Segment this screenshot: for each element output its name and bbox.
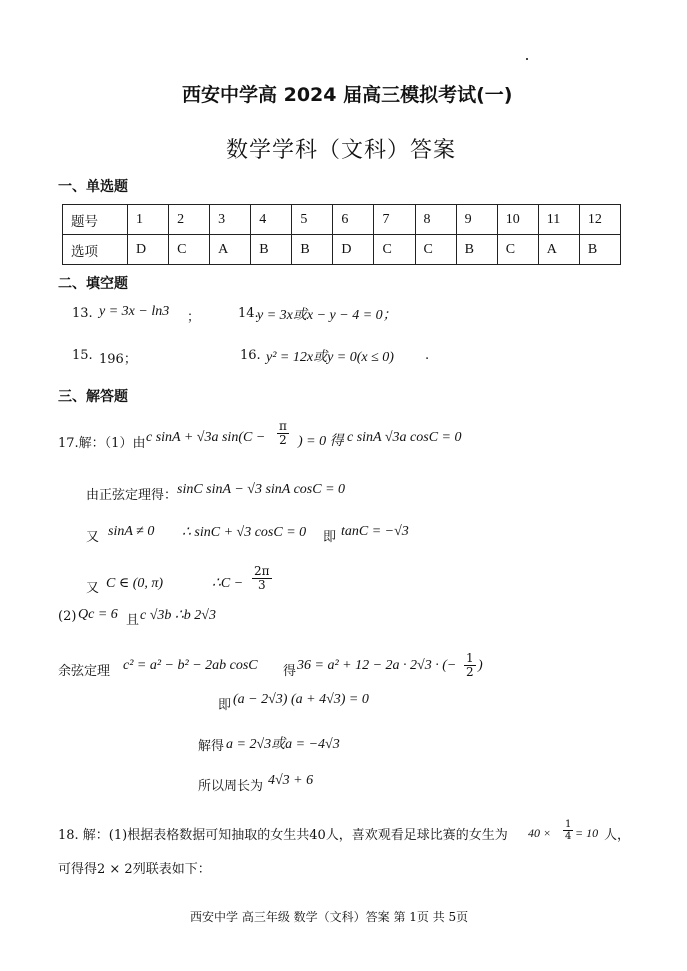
table-cell: 10: [497, 205, 538, 235]
q18-line1-expr: 40 ×: [528, 826, 552, 840]
table-cell: B: [579, 235, 620, 265]
q17-line6-expr2: 36 = a² + 12 − 2a · 2√3 · (−: [297, 658, 457, 673]
page-footer: 西安中学 高三年级 数学（文科）答案 第 1页 共 5页: [190, 910, 469, 924]
q17-line5-expr1: Qc = 6: [78, 607, 118, 622]
q14-answer: y = 3x或x − y − 4 = 0；: [257, 308, 397, 323]
table-cell: 12: [579, 205, 620, 235]
table-cell: D: [128, 235, 169, 265]
q16-number: 16.: [240, 348, 261, 363]
table-cell: C: [497, 235, 538, 265]
q17-line1-expr2: ) = 0 得: [298, 434, 344, 449]
table-cell: A: [210, 235, 251, 265]
q13-answer: y = 3x − ln3: [99, 304, 170, 319]
q17-line3-expr2: ∴ sinC + √3 cosC = 0: [182, 525, 307, 540]
table-cell: 11: [538, 205, 579, 235]
q18-line1-fraction: [561, 819, 575, 842]
q17-line2-text: 由正弦定理得：: [86, 488, 178, 503]
q17-line7-text: 即: [218, 698, 232, 713]
table-row-answers: [63, 235, 621, 265]
q17-line5-prefix: (2): [58, 609, 77, 624]
fraction-denominator: 2: [466, 665, 474, 679]
table-cell: 8: [415, 205, 456, 235]
page-subtitle: 数学学科（文科）答案: [226, 138, 457, 163]
fraction-numerator: 1: [565, 819, 572, 830]
table-cell: 5: [292, 205, 333, 235]
q18-line2-text: 可得得2 × 2列联表如下：: [58, 862, 211, 877]
q17-line6-mid: 得: [283, 664, 297, 679]
q17-line1-fraction: [275, 420, 291, 447]
q18-line1-expr2: = 10: [575, 826, 599, 840]
fraction-denominator: 2: [279, 433, 287, 447]
q17-line4-expr1: C ∈ (0, π): [106, 576, 164, 591]
q14-number: 14.: [238, 306, 259, 321]
q13-number: 13.: [72, 306, 93, 321]
q17-line3-expr3: tanC = −√3: [341, 524, 409, 539]
fraction-numerator: π: [279, 419, 287, 433]
scan-dot: [526, 58, 528, 60]
q17-line6-fraction: [462, 652, 478, 679]
row-label-option: 选项: [63, 235, 128, 265]
q16-answer: y² = 12x或y = 0(x ≤ 0): [266, 350, 394, 365]
q17-line3-expr1: sinA ≠ 0: [108, 524, 155, 539]
table-cell: 4: [251, 205, 292, 235]
answer-table: [62, 204, 621, 265]
fraction-denominator: 3: [257, 578, 266, 592]
table-cell: B: [251, 235, 292, 265]
q17-line1-prefix: 17.解：（1）由: [58, 436, 146, 451]
q16-end: .: [425, 348, 430, 363]
q15-answer: 196；: [99, 352, 137, 367]
q17-line4-fraction: [250, 565, 274, 592]
table-cell: 6: [333, 205, 374, 235]
fraction-numerator: 2π: [254, 564, 270, 578]
q17-line4-expr2: ∴C −: [212, 576, 244, 591]
row-label-question-number: 题号: [63, 205, 128, 235]
section-heading-fill-in: 二、填空题: [58, 276, 128, 292]
q17-line9-text: 所以周长为: [198, 779, 264, 794]
q17-line1-expr: c sinA + √3a sin(C −: [146, 430, 266, 445]
fraction-denominator: 4: [565, 831, 572, 842]
q17-line3-mid: 即: [323, 530, 337, 545]
fraction-numerator: 1: [466, 651, 474, 665]
table-cell: C: [374, 235, 415, 265]
q17-line4-text: 又: [86, 581, 100, 596]
table-cell: 7: [374, 205, 415, 235]
q17-line3-text: 又: [86, 530, 100, 545]
table-cell: B: [456, 235, 497, 265]
q18-line1-end: 人，: [604, 828, 631, 843]
table-row-question-numbers: [63, 205, 621, 235]
table-cell: B: [292, 235, 333, 265]
q15-number: 15.: [72, 348, 93, 363]
q17-line8-expr: a = 2√3或a = −4√3: [226, 737, 340, 752]
q18-line1-text: 18. 解：(1)根据表格数据可知抽取的女生共40人，喜欢观看足球比赛的女生为: [58, 828, 508, 843]
table-cell: C: [169, 235, 210, 265]
q17-line8-text: 解得: [198, 739, 225, 754]
q17-line7-expr: (a − 2√3) (a + 4√3) = 0: [233, 692, 369, 707]
q17-line5-expr2: c √3b ∴b 2√3: [140, 608, 216, 623]
section-heading-solutions: 三、解答题: [58, 389, 128, 405]
q17-line9-expr: 4√3 + 6: [268, 773, 314, 788]
q17-line6-close: ): [478, 658, 483, 673]
table-cell: 1: [128, 205, 169, 235]
page-title: 西安中学高 2024 届高三模拟考试(一): [182, 84, 513, 106]
table-cell: A: [538, 235, 579, 265]
q17-line6-text: 余弦定理: [58, 664, 111, 679]
table-cell: C: [415, 235, 456, 265]
table-cell: 3: [210, 205, 251, 235]
table-cell: 9: [456, 205, 497, 235]
table-cell: 2: [169, 205, 210, 235]
q17-line6-expr1: c² = a² − b² − 2ab cosC: [123, 658, 258, 673]
q13-separator: ；: [187, 310, 201, 325]
q17-line2-expr: sinC sinA − √3 sinA cosC = 0: [177, 482, 346, 497]
section-heading-single-choice: 一、单选题: [58, 179, 128, 195]
table-cell: D: [333, 235, 374, 265]
q17-line1-expr3: c sinA √3a cosC = 0: [347, 430, 462, 445]
q17-line5-mid: 且: [126, 613, 140, 628]
